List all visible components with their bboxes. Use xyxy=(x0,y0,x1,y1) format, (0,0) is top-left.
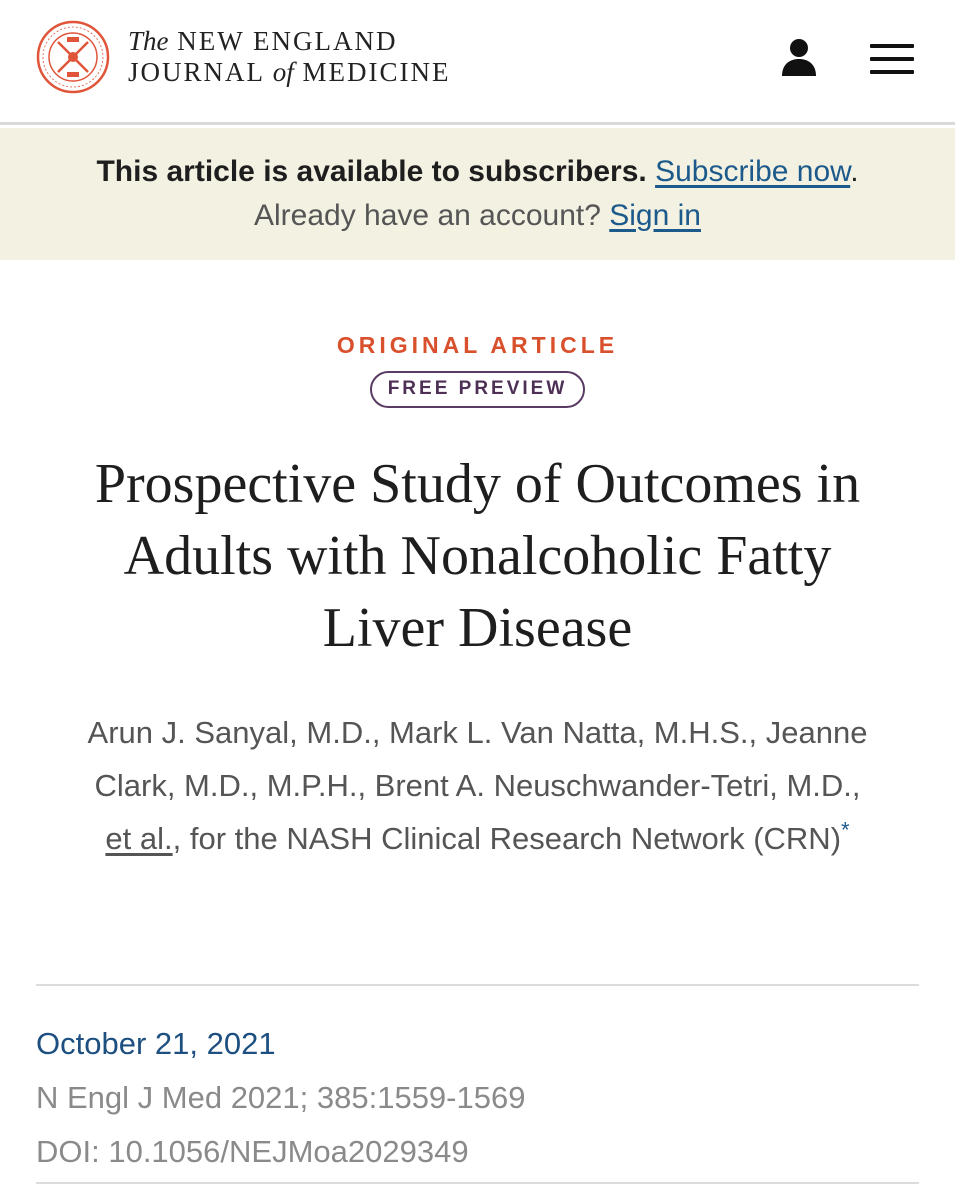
et-al-link[interactable]: et al. xyxy=(105,821,173,856)
sign-in-link[interactable]: Sign in xyxy=(609,199,701,232)
account-question: Already have an account? xyxy=(254,199,601,232)
brand-new-england: NEW ENGLAND xyxy=(177,26,398,56)
footnote-asterisk-link[interactable]: * xyxy=(841,817,850,843)
publication-date: October 21, 2021 xyxy=(36,1026,276,1061)
journal-seal-icon[interactable] xyxy=(36,20,110,94)
author-list xyxy=(80,706,875,865)
user-icon[interactable] xyxy=(780,38,818,78)
authors-group: , for the NASH Clinical Research Network (CRN) xyxy=(172,821,842,856)
hamburger-menu-icon[interactable] xyxy=(870,44,914,74)
doi: DOI: 10.1056/NEJMoa2029349 xyxy=(36,1134,469,1169)
divider xyxy=(36,984,919,986)
brand-the: The xyxy=(128,26,169,56)
badge-container xyxy=(0,371,955,408)
brand-of: of xyxy=(272,57,294,87)
free-preview-badge: FREE PREVIEW xyxy=(370,371,586,408)
subscribe-now-link[interactable]: Subscribe now xyxy=(655,155,851,188)
banner-line-signin xyxy=(0,198,955,234)
journal-citation: N Engl J Med 2021; 385:1559-1569 xyxy=(36,1080,526,1115)
banner-period: . xyxy=(850,155,859,188)
subscription-banner xyxy=(0,128,955,260)
article-title: Prospective Study of Outcomes in Adults with Nonalcoholic Fatty Liver Disease xyxy=(94,453,861,659)
article-type-label: ORIGINAL ARTICLE xyxy=(336,332,619,358)
divider xyxy=(36,1182,919,1184)
brand-medicine: MEDICINE xyxy=(302,57,451,87)
subscribers-message: This article is available to subscribers. xyxy=(96,155,647,188)
journal-logo-text[interactable] xyxy=(128,26,451,88)
site-header xyxy=(0,0,955,125)
banner-line-subscribe xyxy=(0,154,955,190)
brand-journal: JOURNAL xyxy=(128,57,265,87)
authors-text: Arun J. Sanyal, M.D., Mark L. Van Natta, M.H.S., Jeanne Clark, M.D., M.P.H., Brent A. Neuschwander-Tetri, M.D., xyxy=(87,715,868,803)
